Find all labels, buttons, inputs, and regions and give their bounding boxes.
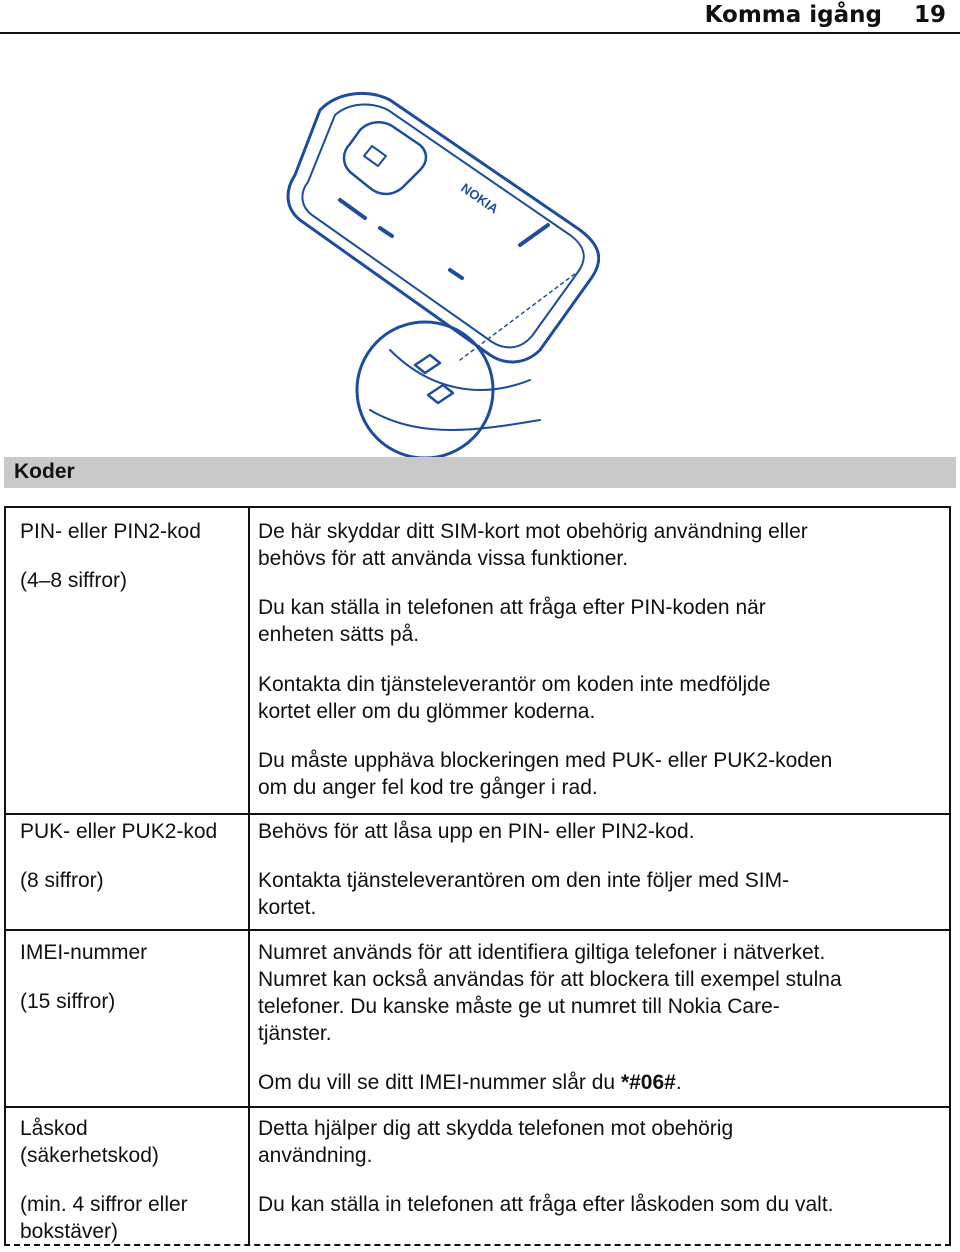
description-line: om du anger fel kod tre gånger i rad. (258, 776, 598, 799)
imei-instruction-text: Om du vill se ditt IMEI-nummer slår du (258, 1071, 621, 1094)
imei-code: *#06# (620, 1071, 676, 1094)
table-column-divider (248, 506, 250, 1246)
code-length: (15 siffror) (20, 990, 116, 1013)
description-line: enheten sätts på. (258, 623, 420, 646)
description-line: behövs för att använda vissa funktioner. (258, 547, 629, 570)
code-length: (min. 4 siffror eller (20, 1193, 188, 1216)
code-name: IMEI-nummer (20, 941, 148, 964)
description-line: Du kan ställa in telefonen att fråga efter låskoden som du valt. (258, 1193, 834, 1216)
section-header (4, 457, 956, 488)
code-name: PIN- eller PIN2-kod (20, 520, 201, 543)
code-name-detail: (säkerhetskod) (20, 1144, 159, 1167)
chapter-title: Komma igång (704, 2, 882, 28)
description-line: Du kan ställa in telefonen att fråga efter PIN-koden när (258, 596, 766, 619)
code-length: (4–8 siffror) (20, 569, 127, 592)
imei-instruction-end: . (675, 1071, 682, 1094)
phone-back-illustration (280, 60, 600, 460)
description-line: tjänster. (258, 1022, 332, 1045)
page-header (0, 0, 960, 34)
code-name: PUK- eller PUK2-kod (20, 820, 218, 843)
table-row-divider (4, 1106, 951, 1108)
code-length: (8 siffror) (20, 869, 104, 892)
description-line: Numret används för att identifiera giltiga telefoner i nätverket. (258, 941, 826, 964)
description-line: De här skyddar ditt SIM-kort mot obehörig användning eller (258, 520, 808, 543)
code-length-detail: bokstäver) (20, 1220, 119, 1243)
description-line: Du måste upphäva blockeringen med PUK- eller PUK2-koden (258, 749, 833, 772)
imei-instruction (258, 1069, 682, 1096)
description-line: Numret kan också användas för att blockera till exempel stulna (258, 968, 842, 991)
code-name: Låskod (20, 1117, 88, 1140)
description-line: telefoner. Du kanske måste ge ut numret till Nokia Care- (258, 995, 780, 1018)
table-row-divider (4, 929, 951, 931)
description-line: Detta hjälper dig att skydda telefonen mot obehörig (258, 1117, 734, 1140)
description-line: Kontakta tjänsteleverantören om den inte följer med SIM- (258, 869, 790, 892)
description-line: Kontakta din tjänsteleverantör om koden inte medföljde (258, 673, 771, 696)
page-number: 19 (913, 2, 946, 28)
description-line: kortet eller om du glömmer koderna. (258, 700, 596, 723)
section-title: Koder (14, 460, 75, 483)
brand-logo-text: NOKIA (458, 180, 502, 217)
table-row-divider (4, 813, 951, 815)
description-line: Behövs för att låsa upp en PIN- eller PIN2-kod. (258, 820, 695, 843)
description-line: kortet. (258, 896, 317, 919)
description-line: användning. (258, 1144, 373, 1167)
